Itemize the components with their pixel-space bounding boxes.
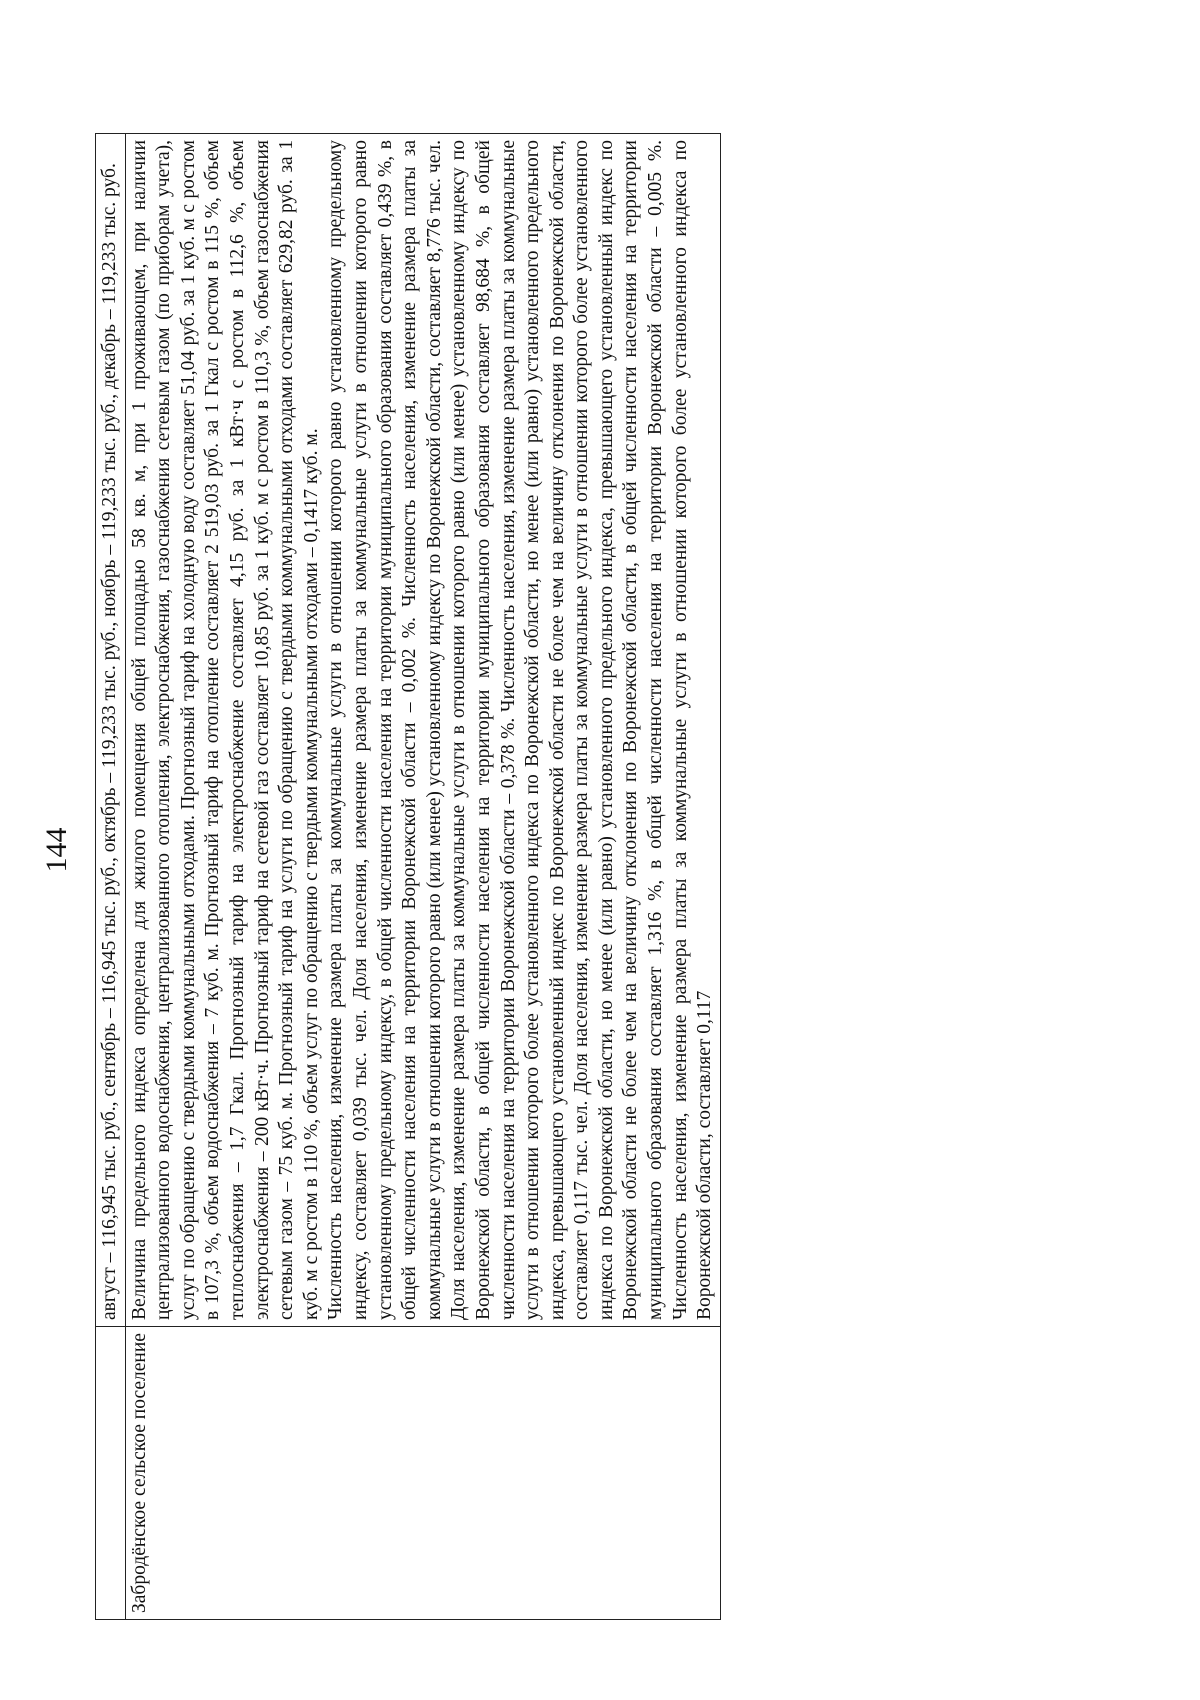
municipality-cell: Забродёнское сельское поселение — [125, 1327, 720, 1620]
description-cell — [125, 134, 720, 1327]
table-row — [96, 134, 126, 1620]
paragraph: Величина предельного индекса определена для жилого помещения общей площадью 58 кв. м, при 1 проживающем, при наличии централизованного водоснабжения, централизованного отопления, электроснабжения, газоснабжения сетевым газом (по приборам учета), услуг по обращению с твердыми коммунальными отходами. Прогнозный тариф на холодную воду составляет 51,04 руб. за 1 куб. м с ростом в 107,3 %, объем водоснабжения – 7 куб. м. Прогнозный тариф на отопление составляет 2 519,03 руб. за 1 Гкал с ростом в 115 %, объем теплоснабжения – 1,7 Гкал. Прогнозный тариф на электроснабжение составляет 4,15 руб. за 1 кВт·ч с ростом в 112,6 %, объем электроснабжения – 200 кВт·ч. Прогнозный тариф на сетевой газ составляет 10,85 руб. за 1 куб. м с ростом в 110,3 %, объем газоснабжения сетевым газом – 75 куб. м. Прогнозный тариф на услуги по обращению с твердыми коммунальными отходами составляет 629,82 руб. за 1 куб. м с ростом в 110 %, объем услуг по обращению с твердыми коммунальными отходами – 0,1417 куб. м. — [128, 140, 322, 1320]
paragraph: Численность населения, изменение размера платы за коммунальные услуги в отношении которого равно установленному предельному индексу, составляет 0,039 тыс. чел. Доля населения, изменение размера платы за коммунальные услуги в отношении которого равно установленному предельному индексу, в общей численности населения на территории муниципального образования составляет 0,439 %, в общей численности населения на территории Воронежской области – 0,002 %. Численность населения, изменение размера платы за коммунальные услуги в отношении которого равно (или менее) установленному индексу по Воронежской области, составляет 8,776 тыс. чел. Доля населения, изменение размера платы за коммунальные услуги в отношении которого равно (или менее) установленному индексу по Воронежской области, в общей численности населения на территории муниципального образования составляет 98,684 %, в общей численности населения на территории Воронежской области – 0,378 %. Численность населения, изменение размера платы за коммунальные услуги в отношении которого более установленного индекса по Воронежской области, но менее (или равно) установленного предельного индекса, превышающего установленный индекс по Воронежской области не более чем на величину отклонения по Воронежской области, составляет 0,117 тыс. чел. Доля населения, изменение размера платы за коммунальные услуги в отношении которого более установленного индекса по Воронежской области, но менее (или равно) установленного предельного индекса, превышающего установленный индекс по Воронежской области не более чем на величину отклонения по Воронежской области, в общей численности населения на территории муниципального образования составляет 1,316 %, в общей численности населения на территории Воронежской области – 0,005 %. Численность населения, изменение размера платы за коммунальные услуги в отношении которого более установленного индекса по Воронежской области, составляет 0,117 — [325, 140, 716, 1320]
municipality-cell — [96, 1327, 126, 1620]
table-row — [125, 134, 720, 1620]
page-number: 144 — [40, 827, 73, 873]
paragraph: август – 116,945 тыс. руб., сентябрь – 116,945 тыс. руб., октябрь – 119,233 тыс. руб., ноябрь – 119,233 тыс. руб., декабрь – 119,233 тыс. руб. — [99, 163, 120, 1320]
description-cell — [96, 134, 126, 1327]
tariff-table — [95, 133, 721, 1620]
